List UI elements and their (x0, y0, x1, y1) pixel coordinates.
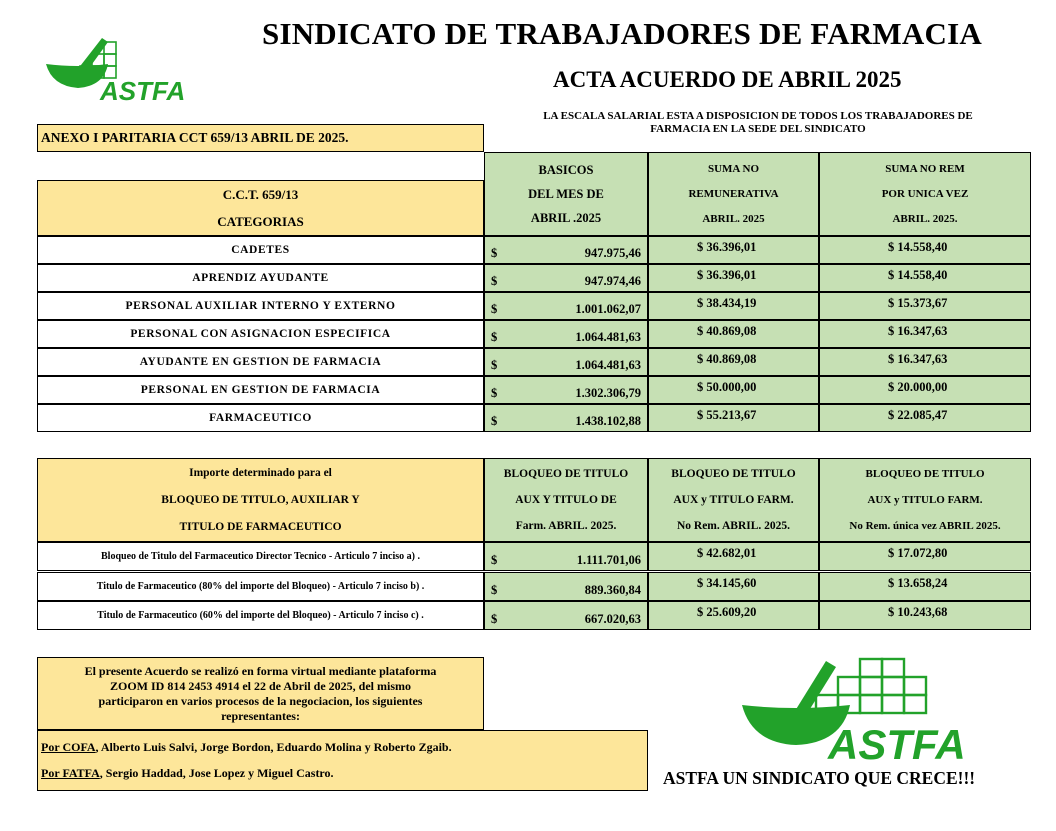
cct-label: C.C.T. 659/13 (222, 187, 299, 202)
cofa-line (41, 740, 452, 755)
bloqueo-col2-line: AUX y TITULO FARM. (673, 494, 794, 506)
unica-value: $ 16.347,63 (819, 348, 1031, 376)
bloqueo-col1-line: AUX Y TITULO DE (515, 494, 617, 506)
page-subtitle: ACTA ACUERDO DE ABRIL 2025 (553, 67, 902, 92)
logo-text: ASTFA (100, 76, 186, 104)
basicos-header-line: ABRIL .2025 (530, 211, 602, 225)
bloqueo-header (37, 458, 484, 542)
bloqueo-c1-value: 667.020,63 (584, 612, 641, 626)
unica-header-line: SUMA NO REM (885, 162, 965, 175)
category-label: PERSONAL CON ASIGNACION ESPECIFICA (37, 320, 484, 348)
unica-value: $ 14.558,40 (819, 236, 1031, 264)
unica-value: $ 14.558,40 (819, 264, 1031, 292)
bloqueo-col3-line: BLOQUEO DE TITULO (865, 468, 985, 480)
bloqueo-header-line: TITULO DE FARMACEUTICO (179, 520, 342, 533)
basico-value: 1.302.306,79 (575, 386, 641, 400)
suma-value: $ 36.396,01 (648, 236, 819, 264)
unica-value: $ 15.373,67 (819, 292, 1031, 320)
notice-line-1: LA ESCALA SALARIAL ESTA A DISPOSICION DE TODOS LOS TRABAJADORES DE (543, 110, 973, 122)
cofa-names: , Alberto Luis Salvi, Jorge Bordon, Eduardo Molina y Roberto Zgaib. (95, 740, 452, 755)
basicos-header (484, 152, 648, 236)
bloqueo-col1-line: Farm. ABRIL. 2025. (515, 520, 617, 532)
unica-vez-header (819, 152, 1031, 236)
basicos-header-line: DEL MES DE (528, 187, 604, 201)
categorias-header (37, 180, 484, 236)
basico-value: 1.001.062,07 (575, 302, 641, 316)
suma-value: $ 40.869,08 (648, 320, 819, 348)
logo-text-large: ASTFA (828, 721, 966, 765)
basico-value: 1.064.481,63 (575, 330, 641, 344)
astfa-logo-large (740, 655, 980, 765)
bloqueo-row-label: Titulo de Farmaceutico (60% del importe del Bloqueo) - Articulo 7 inciso c) . (37, 601, 484, 630)
currency-symbol: $ (491, 553, 498, 567)
basicos-header-line: BASICOS (538, 163, 594, 177)
basico-cell (484, 348, 648, 376)
categorias-label: CATEGORIAS (217, 214, 304, 229)
currency-symbol: $ (491, 302, 498, 316)
acuerdo-text (37, 657, 484, 730)
basico-value: 947.974,46 (584, 274, 641, 288)
unica-value: $ 16.347,63 (819, 320, 1031, 348)
bloqueo-c2-value: $ 34.145,60 (648, 572, 819, 601)
basico-value: 1.438.102,88 (575, 414, 641, 428)
basico-value: 947.975,46 (584, 246, 641, 260)
bloqueo-col2-line: No Rem. ABRIL. 2025. (676, 520, 791, 532)
suma-value: $ 38.434,19 (648, 292, 819, 320)
bloqueo-header-line: Importe determinado para el (189, 466, 332, 479)
fatfa-names: , Sergio Haddad, Jose Lopez y Miguel Castro. (99, 765, 334, 780)
category-label: CADETES (37, 236, 484, 264)
unica-value: $ 20.000,00 (819, 376, 1031, 404)
bloqueo-row-label: Titulo de Farmaceutico (80% del importe del Bloqueo) - Articulo 7 inciso b) . (37, 572, 484, 601)
suma-header-line: ABRIL. 2025 (702, 212, 765, 225)
suma-no-rem-header (648, 152, 819, 236)
slogan: ASTFA UN SINDICATO QUE CRECE!!! (663, 768, 976, 788)
fatfa-line (41, 766, 334, 781)
currency-symbol: $ (491, 274, 498, 288)
currency-symbol: $ (491, 246, 498, 260)
basico-cell (484, 404, 648, 432)
category-label: FARMACEUTICO (37, 404, 484, 432)
anexo-label: ANEXO I PARITARIA CCT 659/13 ABRIL DE 2025. (37, 124, 484, 152)
bloqueo-c1-cell (484, 542, 648, 571)
currency-symbol: $ (491, 583, 498, 597)
category-label: AYUDANTE EN GESTION DE FARMACIA (37, 348, 484, 376)
bloqueo-c2-value: $ 42.682,01 (648, 542, 819, 571)
suma-value: $ 50.000,00 (648, 376, 819, 404)
suma-value: $ 36.396,01 (648, 264, 819, 292)
notice-text (488, 110, 1028, 136)
page-title: SINDICATO DE TRABAJADORES DE FARMACIA (262, 16, 982, 51)
unica-header-line: ABRIL. 2025. (892, 212, 958, 225)
basico-value: 1.064.481,63 (575, 358, 641, 372)
bloqueo-col3-header (819, 458, 1031, 542)
bloqueo-header-line: BLOQUEO DE TITULO, AUXILIAR Y (161, 493, 360, 506)
currency-symbol: $ (491, 386, 498, 400)
cofa-label: Por COFA (41, 740, 96, 755)
suma-value: $ 40.869,08 (648, 348, 819, 376)
basico-cell (484, 376, 648, 404)
suma-header-line: SUMA NO (707, 162, 760, 175)
category-label: PERSONAL EN GESTION DE FARMACIA (37, 376, 484, 404)
basico-cell (484, 264, 648, 292)
category-label: APRENDIZ AYUDANTE (37, 264, 484, 292)
suma-value: $ 55.213,67 (648, 404, 819, 432)
bloqueo-c3-value: $ 10.243,68 (819, 601, 1031, 630)
acuerdo-line: ZOOM ID 814 2453 4914 el 22 de Abril de 2025, del mismo (110, 678, 411, 693)
currency-symbol: $ (491, 414, 498, 428)
currency-symbol: $ (491, 358, 498, 372)
bloqueo-c1-value: 1.111.701,06 (576, 553, 641, 567)
bloqueo-c1-value: 889.360,84 (584, 583, 641, 597)
fatfa-label: Por FATFA (41, 765, 100, 780)
basico-cell (484, 236, 648, 264)
bloqueo-c1-cell (484, 601, 648, 630)
acuerdo-line: participaron en varios procesos de la negociacion, los siguientes (98, 693, 423, 708)
currency-symbol: $ (491, 612, 498, 626)
category-label: PERSONAL AUXILIAR INTERNO Y EXTERNO (37, 292, 484, 320)
basico-cell (484, 292, 648, 320)
bloqueo-c1-cell (484, 572, 648, 601)
astfa-logo-small (42, 34, 192, 104)
currency-symbol: $ (491, 330, 498, 344)
bloqueo-col1-header (484, 458, 648, 542)
bloqueo-col3-line: AUX y TITULO FARM. (867, 494, 983, 506)
representantes-box (37, 730, 648, 791)
bloqueo-col2-header (648, 458, 819, 542)
notice-line-2: FARMACIA EN LA SEDE DEL SINDICATO (650, 123, 866, 135)
bloqueo-c2-value: $ 25.609,20 (648, 601, 819, 630)
unica-header-line: POR UNICA VEZ (881, 187, 969, 200)
suma-header-line: REMUNERATIVA (688, 187, 779, 200)
bloqueo-c3-value: $ 17.072,80 (819, 542, 1031, 571)
unica-value: $ 22.085,47 (819, 404, 1031, 432)
basico-cell (484, 320, 648, 348)
bloqueo-col3-line: No Rem. única vez ABRIL 2025. (849, 520, 1001, 532)
acuerdo-line: representantes: (221, 708, 300, 723)
bloqueo-c3-value: $ 13.658,24 (819, 572, 1031, 601)
bloqueo-col1-line: BLOQUEO DE TITULO (503, 468, 629, 480)
acuerdo-line: El presente Acuerdo se realizó en forma virtual mediante plataforma (84, 663, 437, 678)
bloqueo-row-label: Bloqueo de Titulo del Farmaceutico Director Tecnico - Articulo 7 inciso a) . (37, 542, 484, 571)
bloqueo-col2-line: BLOQUEO DE TITULO (671, 468, 796, 480)
